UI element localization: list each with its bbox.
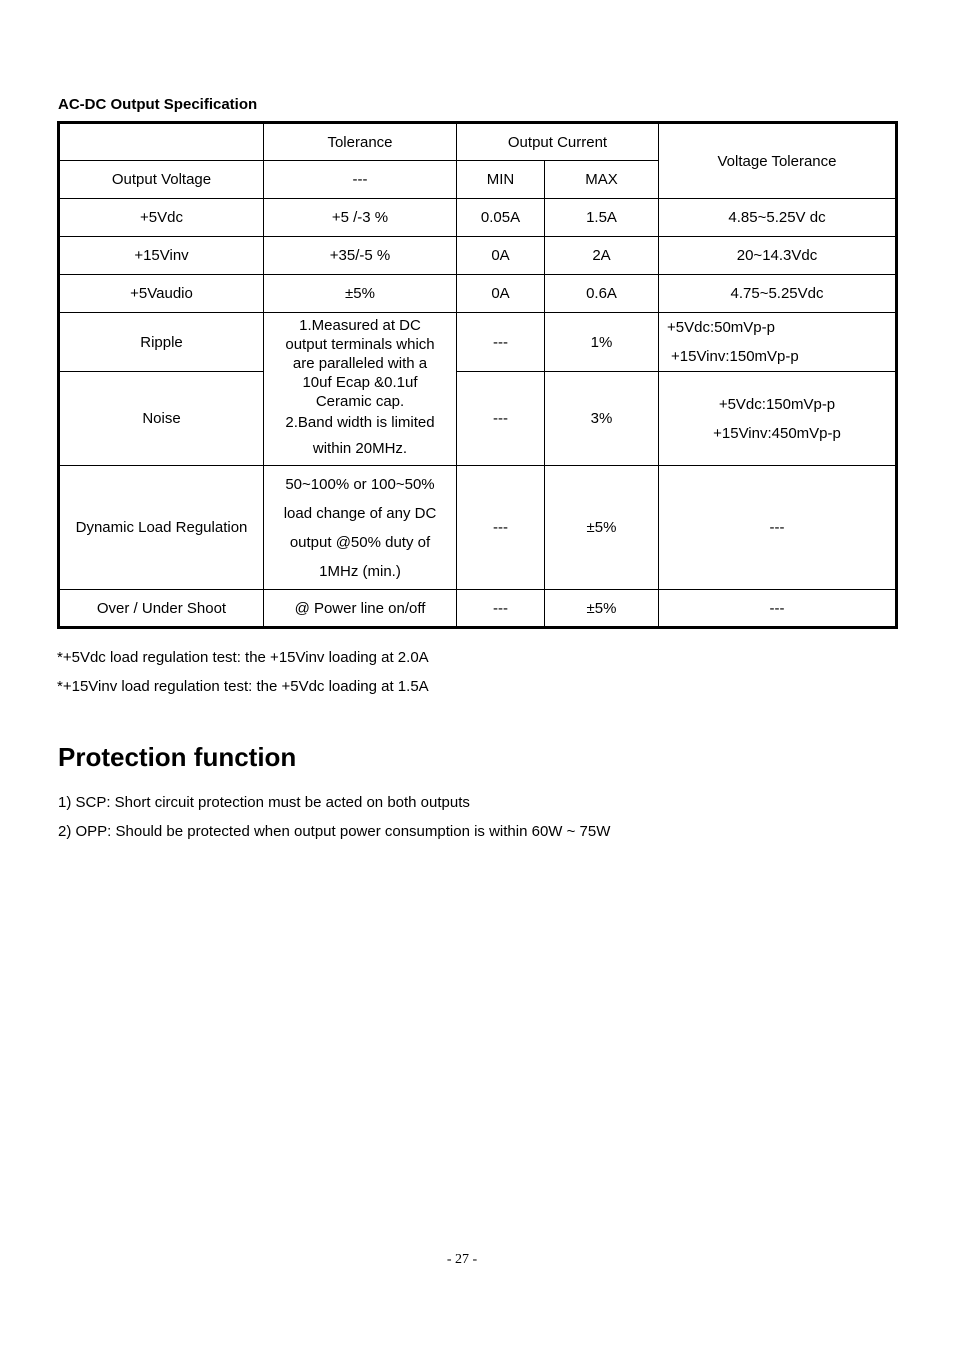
ripple-noise-note — [264, 313, 457, 466]
ripple-label: Ripple — [59, 313, 264, 372]
ripple-vt-line: +15Vinv:150mVp-p — [671, 348, 799, 365]
voltage-tolerance-value: 4.75~5.25Vdc — [659, 275, 897, 313]
dynamic-max: ±5% — [545, 466, 659, 590]
footnote-15vinv: *+15Vinv load regulation test: the +5Vdc loading at 1.5A — [57, 678, 429, 695]
dynamic-line: output @50% duty of — [289, 533, 431, 551]
ripple-voltage-tolerance — [659, 313, 897, 372]
section-title: AC-DC Output Specification — [58, 96, 258, 113]
table-row-overshoot — [59, 590, 897, 628]
voltage-tolerance-value: 4.85~5.25V dc — [659, 199, 897, 237]
footnote-5vdc: *+5Vdc load regulation test: the +15Vinv loading at 2.0A — [57, 649, 429, 666]
max-current: 1.5A — [545, 199, 659, 237]
note-line: output terminals which — [285, 335, 435, 353]
noise-min: --- — [457, 372, 545, 466]
output-name: +5Vaudio — [59, 275, 264, 313]
overshoot-voltage-tolerance: --- — [659, 590, 897, 628]
output-name: +15Vinv — [59, 237, 264, 275]
table-row — [59, 199, 897, 237]
protection-heading: Protection function — [58, 742, 297, 772]
ripple-vt-line: +5Vdc:50mVp-p — [667, 319, 775, 336]
note-line: 10uf Ecap &0.1uf — [302, 373, 418, 391]
dynamic-voltage-tolerance: --- — [659, 466, 897, 590]
note-line: within 20MHz. — [312, 439, 408, 457]
page-number: - 27 - — [446, 1252, 478, 1267]
min-current: 0.05A — [457, 199, 545, 237]
table-row-noise — [59, 372, 897, 466]
overshoot-min: --- — [457, 590, 545, 628]
header-voltage-tolerance: Voltage Tolerance — [659, 123, 897, 199]
note-line: are paralleled with a — [292, 354, 428, 372]
header-tolerance: Tolerance — [264, 123, 457, 161]
max-current: 2A — [545, 237, 659, 275]
dynamic-tolerance — [264, 466, 457, 590]
protection-item-scp: 1) SCP: Short circuit protection must be acted on both outputs — [58, 794, 470, 811]
output-name: +5Vdc — [59, 199, 264, 237]
min-current: 0A — [457, 237, 545, 275]
overshoot-label: Over / Under Shoot — [59, 590, 264, 628]
noise-vt-line: +15Vinv:450mVp-p — [713, 424, 841, 442]
header-output-current: Output Current — [457, 123, 659, 161]
tolerance-value: +5 /-3 % — [264, 199, 457, 237]
min-current: 0A — [457, 275, 545, 313]
header-tolerance-sub: --- — [264, 161, 457, 199]
table-row — [59, 275, 897, 313]
dynamic-line: 50~100% or 100~50% — [285, 475, 435, 493]
overshoot-tolerance: @ Power line on/off — [264, 590, 457, 628]
dynamic-label: Dynamic Load Regulation — [59, 466, 264, 590]
voltage-tolerance-value: 20~14.3Vdc — [659, 237, 897, 275]
table-row — [59, 237, 897, 275]
table-header-row-1 — [59, 123, 897, 161]
table-row-ripple — [59, 313, 897, 372]
overshoot-max: ±5% — [545, 590, 659, 628]
protection-item-opp: 2) OPP: Should be protected when output power consumption is within 60W ~ 75W — [58, 823, 611, 840]
ripple-max: 1% — [545, 313, 659, 372]
noise-vt-line: +5Vdc:150mVp-p — [718, 395, 836, 413]
header-max: MAX — [545, 161, 659, 199]
table-row-dynamic — [59, 466, 897, 590]
note-line: Ceramic cap. — [315, 392, 405, 410]
noise-max: 3% — [545, 372, 659, 466]
header-min: MIN — [457, 161, 545, 199]
note-line: 2.Band width is limited — [285, 413, 435, 431]
tolerance-value: +35/-5 % — [264, 237, 457, 275]
output-spec-table — [57, 121, 898, 629]
dynamic-line: load change of any DC — [283, 504, 437, 522]
tolerance-value: ±5% — [264, 275, 457, 313]
header-empty-cell — [59, 123, 264, 161]
max-current: 0.6A — [545, 275, 659, 313]
note-line: 1.Measured at DC — [299, 316, 421, 334]
header-output-voltage: Output Voltage — [59, 161, 264, 199]
noise-voltage-tolerance — [659, 372, 897, 466]
noise-label: Noise — [59, 372, 264, 466]
dynamic-line: 1MHz (min.) — [319, 562, 401, 580]
ripple-min: --- — [457, 313, 545, 372]
dynamic-min: --- — [457, 466, 545, 590]
